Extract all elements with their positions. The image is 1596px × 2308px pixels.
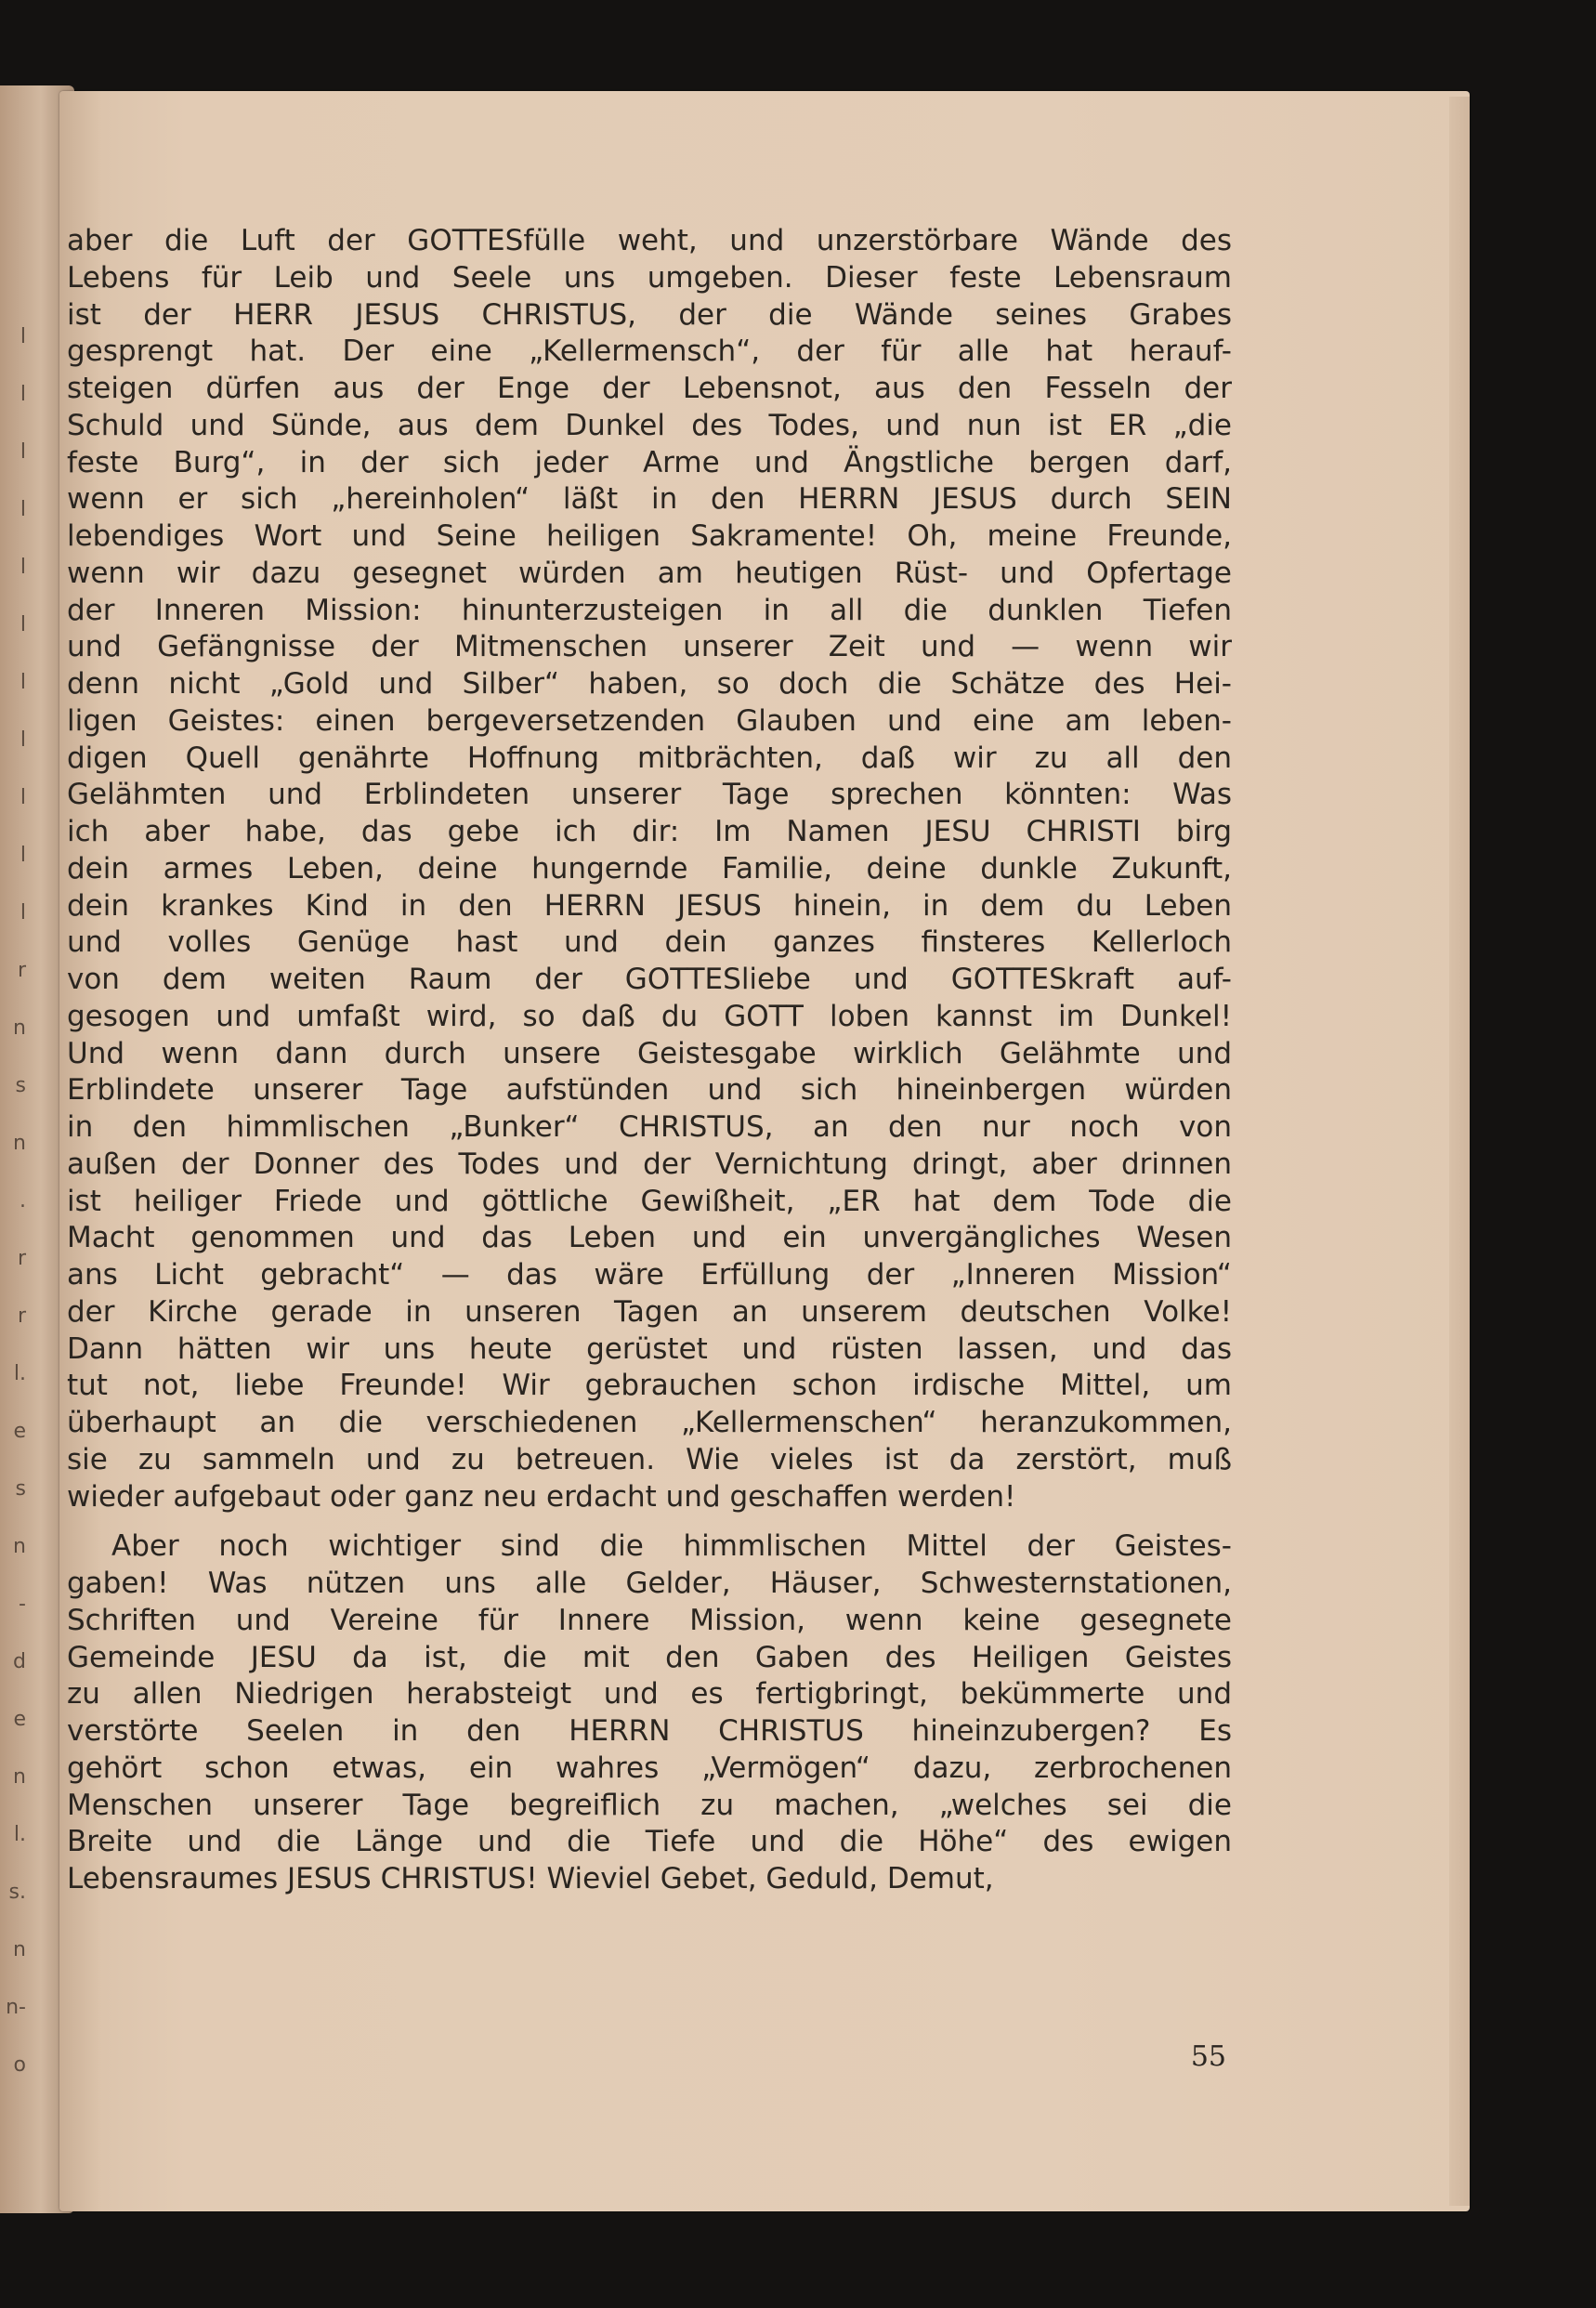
facing-page-fragment: l <box>20 901 26 925</box>
text-line: wenn er sich „hereinholen“ läßt in den HERRN JESUS durch SEIN <box>67 482 1232 517</box>
facing-page-fragment: d <box>13 1650 26 1673</box>
text-line: ich aber habe, das gebe ich dir: Im Namen JESU CHRISTI birg <box>67 815 1232 848</box>
facing-page-fragment: l <box>20 671 26 694</box>
facing-page-fragment: l <box>20 556 26 579</box>
text-line: ist heiliger Friede und göttliche Gewißheit, „ER hat dem Tode die <box>67 1184 1232 1218</box>
text-line: Macht genommen und das Leben und ein unvergängliches Wesen <box>67 1221 1232 1255</box>
facing-page-fragment: l <box>20 728 26 752</box>
text-line: zu allen Niedrigen herabsteigt und es fertigbringt, bekümmerte und <box>67 1677 1232 1711</box>
text-line: Schriften und Vereine für Innere Mission, wenn keine gesegnete <box>67 1603 1232 1637</box>
facing-page-fragment: l <box>20 844 26 867</box>
text-line: Schuld und Sünde, aus dem Dunkel des Todes, und nun ist ER „die <box>67 408 1232 442</box>
text-line: überhaupt an die verschiedenen „Kellermenschen“ heranzukommen, <box>67 1406 1232 1439</box>
facing-page-fragment: l <box>20 498 26 521</box>
text-line: Gelähmten und Erblindeten unserer Tage sprechen könnten: Was <box>67 778 1232 812</box>
text-line: Und wenn dann durch unsere Geistesgabe wirklich Gelähmte und <box>67 1036 1232 1070</box>
facing-page-fragment: l <box>20 325 26 348</box>
facing-page-fragment: l. <box>13 1362 26 1385</box>
text-line: Aber noch wichtiger sind die himmlischen Mittel der Geistes- <box>111 1529 1232 1564</box>
text-line: wieder aufgebaut oder ganz neu erdacht und geschaffen werden! <box>67 1479 1016 1514</box>
paragraph <box>67 1528 1232 1898</box>
facing-page-fragment: s. <box>8 1881 26 1904</box>
facing-page-fragment: l <box>20 440 26 464</box>
paragraph-gap <box>67 1515 1232 1528</box>
facing-page-fragment: o <box>13 2053 26 2077</box>
facing-page-fragment: e <box>13 1420 26 1443</box>
text-line: digen Quell genährte Hoffnung mitbrächten, daß wir zu all den <box>67 741 1232 775</box>
facing-page-fragment: n <box>13 1132 26 1155</box>
text-line: Lebensraumes JESUS CHRISTUS! Wieviel Gebet, Geduld, Demut, <box>67 1862 994 1895</box>
text-line: der Inneren Mission: hinunterzusteigen in all die dunklen Tiefen <box>67 593 1232 627</box>
facing-page-fragment: l <box>20 613 26 636</box>
text-line: aber die Luft der GOTTESfülle weht, und unzerstörbare Wände des <box>67 224 1232 257</box>
facing-page-fragment: - <box>19 1593 26 1616</box>
page-edge <box>1449 97 1470 2206</box>
text-line: lebendiges Wort und Seine heiligen Sakramente! Oh, meine Freunde, <box>67 519 1232 553</box>
text-line: steigen dürfen aus der Enge der Lebensnot, aus den Fesseln der <box>67 372 1232 405</box>
text-line: Breite und die Länge und die Tiefe und die Höhe“ des ewigen <box>67 1825 1232 1859</box>
text-line: von dem weiten Raum der GOTTESliebe und GOTTESkraft auf- <box>67 963 1232 996</box>
facing-page-fragment: l. <box>13 1823 26 1846</box>
text-line: der Kirche gerade in unseren Tagen an unserem deutschen Volke! <box>67 1294 1232 1329</box>
page-body <box>67 223 1232 1898</box>
facing-page-text-fragments <box>0 85 28 2213</box>
text-line: außen der Donner des Todes und der Vernichtung dringt, aber drinnen <box>67 1147 1232 1181</box>
text-line: Lebens für Leib und Seele uns umgeben. Dieser feste Lebensraum <box>67 260 1232 295</box>
facing-page-fragment: e <box>13 1708 26 1731</box>
text-line: dein armes Leben, deine hungernde Familie, deine dunkle Zukunft, <box>67 851 1232 885</box>
facing-page-fragment: n <box>13 1535 26 1558</box>
text-line: gehört schon etwas, ein wahres „Vermögen“ dazu, zerbrochenen <box>67 1751 1232 1785</box>
facing-page-fragment: s <box>15 1477 26 1501</box>
facing-page-fragment: l <box>20 383 26 406</box>
facing-page-fragment: n <box>13 1016 26 1040</box>
text-line: und volles Genüge hast und dein ganzes finsteres Kellerloch <box>67 925 1232 960</box>
facing-page-fragment: l <box>20 786 26 809</box>
text-line: feste Burg“, in der sich jeder Arme und Ängstliche bergen darf, <box>67 445 1232 479</box>
text-line: tut not, liebe Freunde! Wir gebrauchen schon irdische Mittel, um <box>67 1369 1232 1403</box>
facing-page-fragment: n- <box>6 1996 26 2019</box>
text-line: denn nicht „Gold und Silber“ haben, so doch die Schätze des Hei- <box>67 667 1232 701</box>
text-line: verstörte Seelen in den HERRN CHRISTUS hineinzubergen? Es <box>67 1714 1232 1748</box>
text-line: gesprengt hat. Der eine „Kellermensch“, der für alle hat herauf- <box>67 334 1232 369</box>
text-line: Dann hätten wir uns heute gerüstet und rüsten lassen, und das <box>67 1331 1232 1366</box>
facing-page-fragment: . <box>20 1189 26 1213</box>
facing-page-fragment: n <box>13 1938 26 1961</box>
text-line: gesogen und umfaßt wird, so daß du GOTT loben kannst im Dunkel! <box>67 999 1232 1033</box>
text-line: in den himmlischen „Bunker“ CHRISTUS, an den nur noch von <box>67 1110 1232 1144</box>
text-line: Gemeinde JESU da ist, die mit den Gaben des Heiligen Geistes <box>67 1640 1232 1674</box>
facing-page-fragment: r <box>17 1247 26 1270</box>
page-number: 55 <box>1190 2040 1226 2073</box>
text-line: ligen Geistes: einen bergeversetzenden Glauben und eine am leben- <box>67 703 1232 738</box>
text-line: sie zu sammeln und zu betreuen. Wie vieles ist da zerstört, muß <box>67 1442 1232 1476</box>
text-line: Erblindete unserer Tage aufstünden und sich hineinbergen würden <box>67 1073 1232 1108</box>
text-line: Menschen unserer Tage begreiflich zu machen, „welches sei die <box>67 1788 1232 1822</box>
facing-page-fragment: r <box>17 959 26 982</box>
text-line: dein krankes Kind in den HERRN JESUS hinein, in dem du Leben <box>67 888 1232 923</box>
text-line: gaben! Was nützen uns alle Gelder, Häuser, Schwesternstationen, <box>67 1567 1232 1600</box>
facing-page-fragment: n <box>13 1765 26 1789</box>
text-line: ans Licht gebracht“ — das wäre Erfüllung der „Inneren Mission“ <box>67 1258 1232 1292</box>
paragraph <box>67 223 1232 1515</box>
facing-page-fragment: s <box>15 1074 26 1097</box>
text-line: und Gefängnisse der Mitmenschen unserer Zeit und — wenn wir <box>67 630 1232 664</box>
text-line: wenn wir dazu gesegnet würden am heutigen Rüst- und Opfertage <box>67 556 1232 590</box>
facing-page-fragment: r <box>17 1305 26 1328</box>
text-line: ist der HERR JESUS CHRISTUS, der die Wände seines Grabes <box>67 297 1232 332</box>
